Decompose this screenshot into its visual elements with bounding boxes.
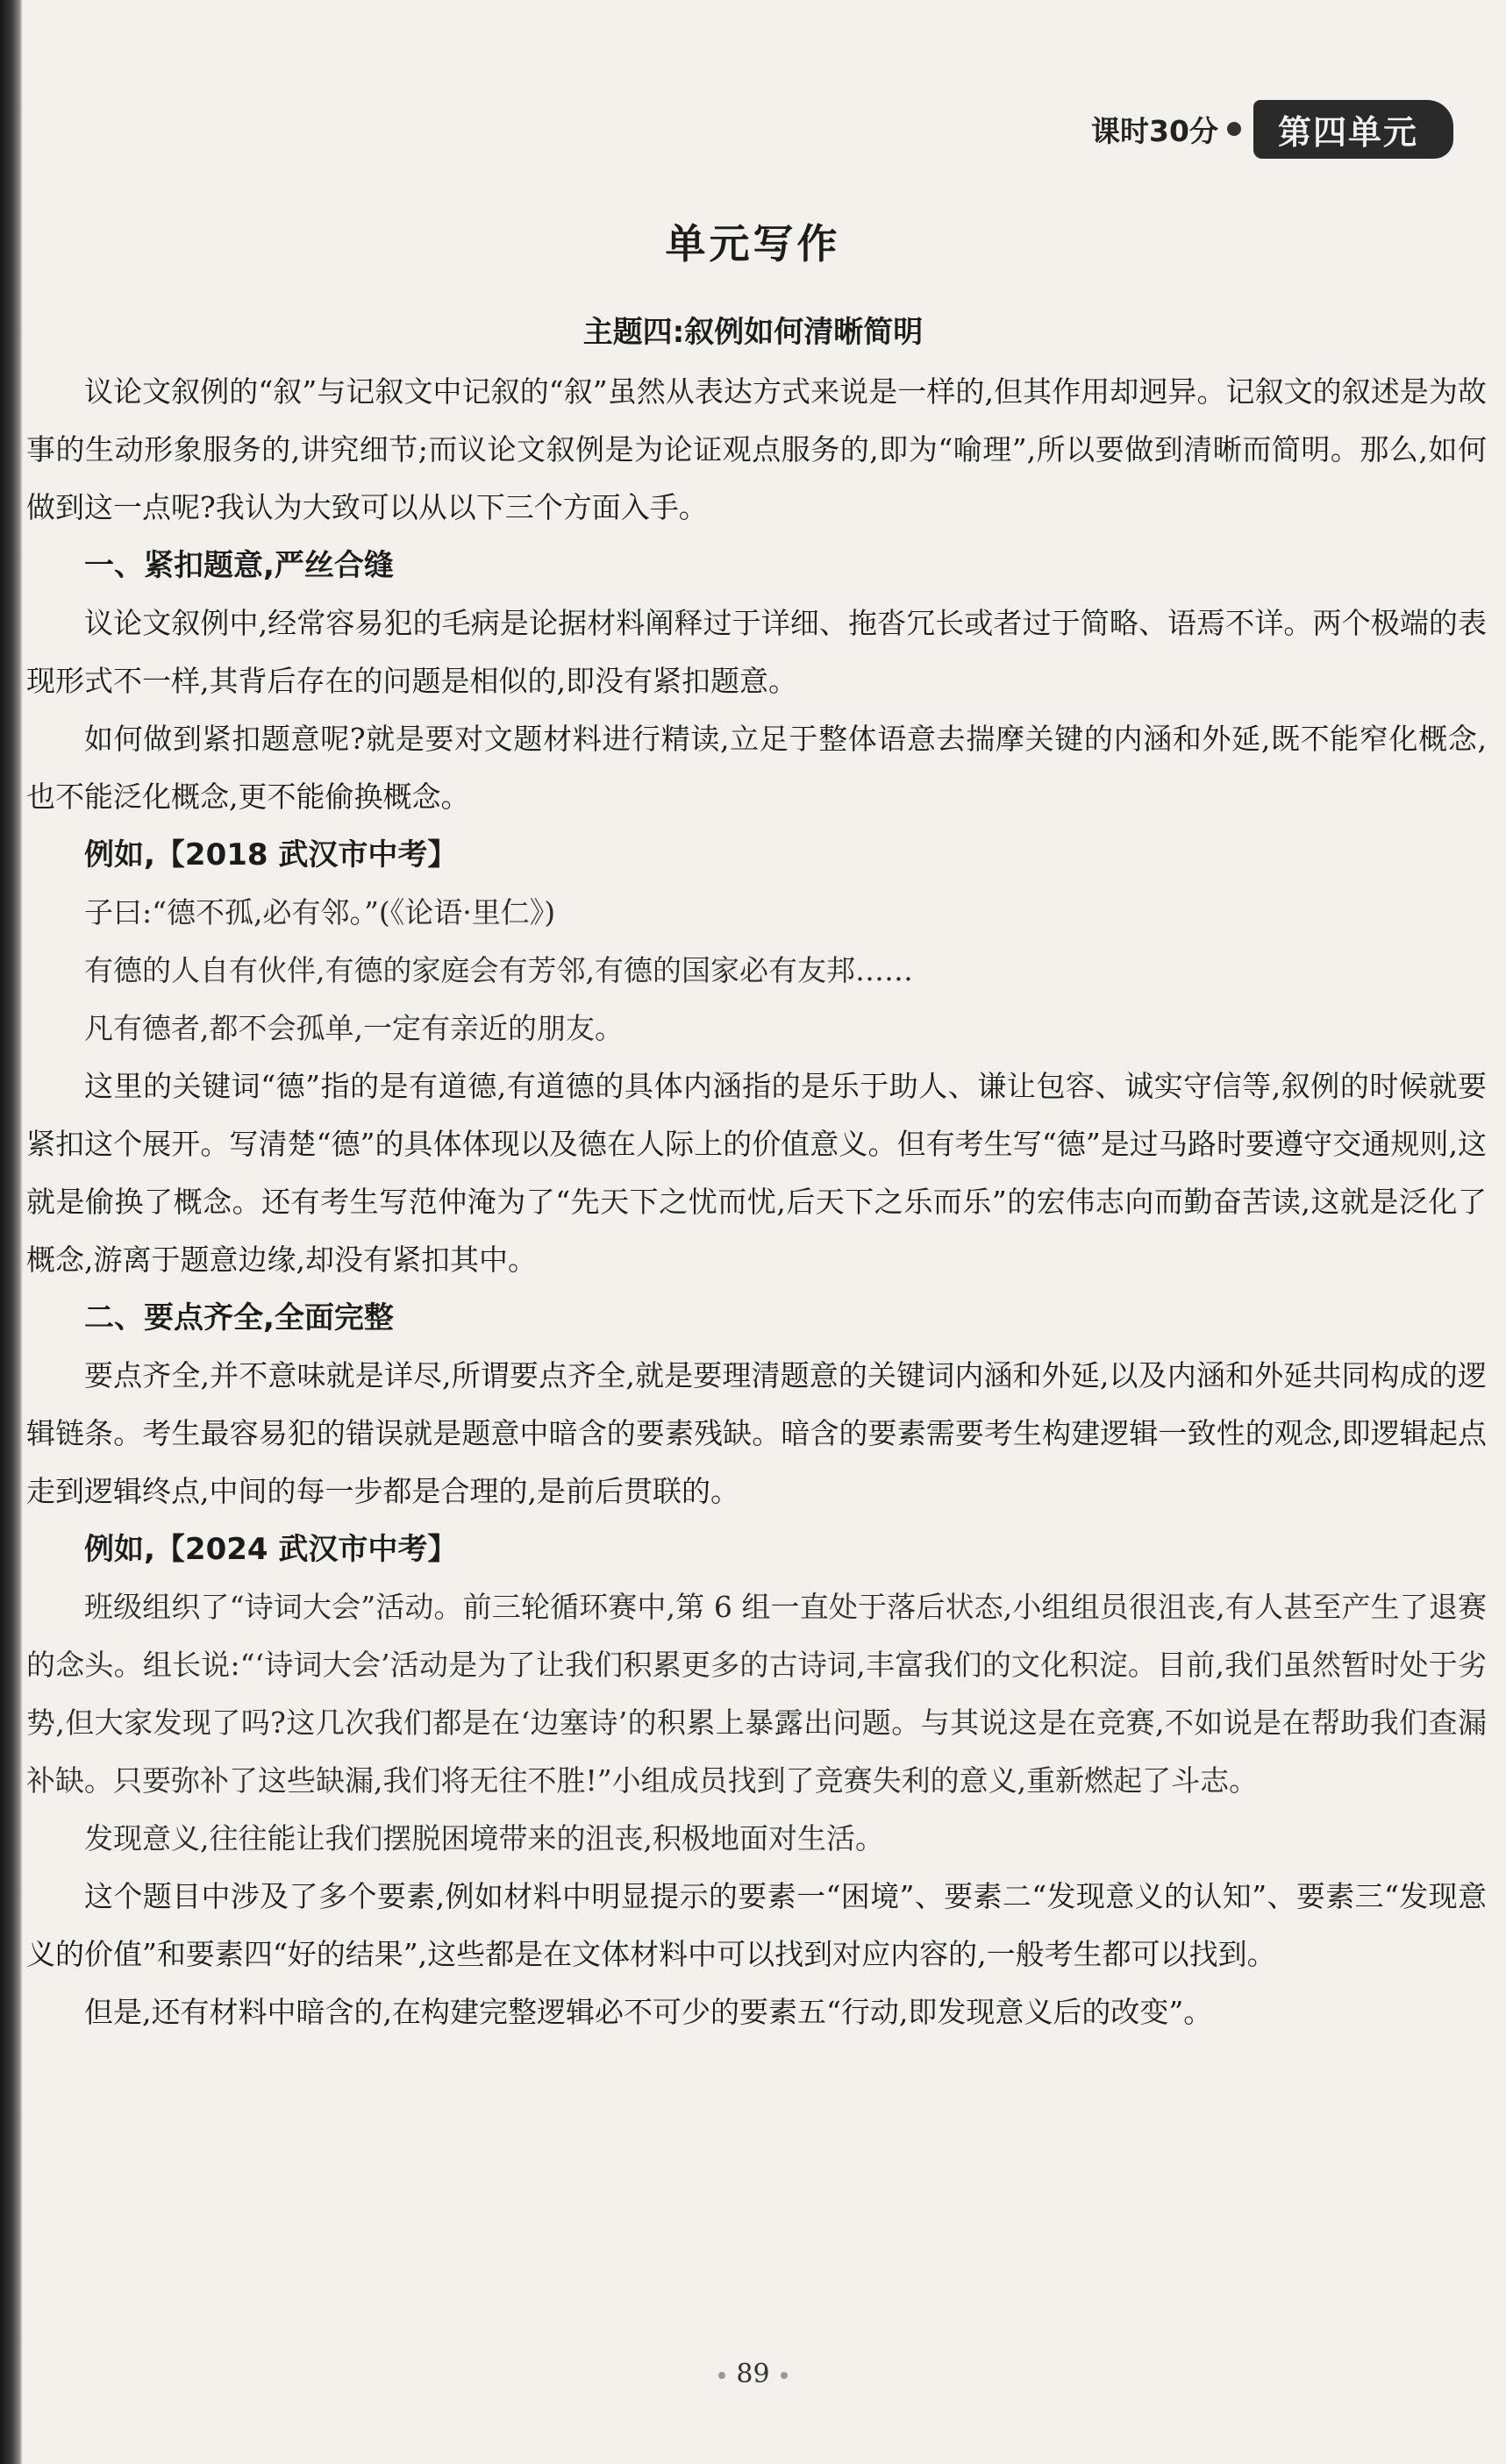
example-material: 有德的人自有伙伴,有德的家庭会有芳邻,有德的国家必有友邦……	[84, 953, 913, 987]
paragraph: 议论文叙例中,经常容易犯的毛病是论据材料阐释过于详细、拖沓冗长或者过于简略、语焉不详。两个极端的表现形式不一样,其背后存在的问题是相似的,即没有紧扣题意。	[26, 606, 1487, 698]
unit-badge: 第四单元	[1253, 100, 1453, 159]
page-footer	[0, 2359, 1506, 2389]
footer-dot	[718, 2372, 725, 2379]
page-header	[1091, 98, 1453, 160]
article-body	[26, 363, 1487, 2041]
paragraph: 议论文叙例的“叙”与记叙文中记叙的“叙”虽然从表达方式来说是一样的,但其作用却迥异。记叙文的叙述是为故事的生动形象服务的,讲究细节;而议论文叙例是为论证观点服务的,即为“喻理”,所以要做到清晰而简明。那么,如何做到这一点呢?我认为大致可以从以下三个方面入手。	[26, 374, 1487, 524]
page-number: 89	[736, 2359, 770, 2389]
page-subtitle: 主题四:叙例如何清晰简明	[582, 315, 924, 350]
section-heading: 二、要点齐全,全面完整	[84, 1300, 394, 1335]
example-material: 班级组织了“诗词大会”活动。前三轮循环赛中,第 6 组一直处于落后状态,小组组员很沮丧,有人甚至产生了退赛的念头。组长说:“‘诗词大会’活动是为了让我们积累更多的古诗词,丰富我们的文化积淀。目前,我们虽然暂时处于劣势,但大家发现了吗?这几次我们都是在‘边塞诗’的积累上暴露出问题。与其说这是在竞赛,不如说是在帮助我们查漏补缺。只要弥补了这些缺漏,我们将无往不胜!”小组成员找到了竞赛失利的意义,重新燃起了斗志。	[26, 1590, 1487, 1798]
footer-dot	[781, 2372, 788, 2379]
header-separator-dot	[1227, 122, 1241, 136]
paragraph: 这个题目中涉及了多个要素,例如材料中明显提示的要素一“困境”、要素二“发现意义的认知”、要素三“发现意义的价值”和要素四“好的结果”,这些都是在文体材料中可以找到对应内容的,一般考生都可以找到。	[26, 1879, 1487, 1971]
example-material: 发现意义,往往能让我们摆脱困境带来的沮丧,积极地面对生活。	[84, 1821, 884, 1855]
series-name: 课时30分	[1091, 113, 1218, 148]
example-material: 凡有德者,都不会孤单,一定有亲近的朋友。	[84, 1011, 624, 1045]
section-heading: 一、紧扣题意,严丝合缝	[84, 548, 394, 583]
example-heading: 例如,【2018 武汉市中考】	[84, 837, 458, 872]
paragraph: 但是,还有材料中暗含的,在构建完整逻辑必不可少的要素五“行动,即发现意义后的改变”。	[84, 1995, 1213, 2029]
example-heading: 例如,【2024 武汉市中考】	[84, 1532, 458, 1567]
example-material: 子曰:“德不孤,必有邻。”(《论语·里仁》)	[84, 895, 556, 929]
paragraph: 这里的关键词“德”指的是有道德,有道德的具体内涵指的是乐于助人、谦让包容、诚实守信等,叙例的时候就要紧扣这个展开。写清楚“德”的具体体现以及德在人际上的价值意义。但有考生写“德”是过马路时要遵守交通规则,这就是偷换了概念。还有考生写范仲淹为了“先天下之忧而忧,后天下之乐而乐”的宏伟志向而勤奋苦读,这就是泛化了概念,游离于题意边缘,却没有紧扣其中。	[26, 1069, 1487, 1277]
paragraph: 如何做到紧扣题意呢?就是要对文题材料进行精读,立足于整体语意去揣摩关键的内涵和外延,既不能窄化概念,也不能泛化概念,更不能偷换概念。	[26, 722, 1487, 814]
page-title: 单元写作	[665, 220, 841, 267]
book-binding-shadow	[0, 0, 23, 2464]
paragraph: 要点齐全,并不意味就是详尽,所谓要点齐全,就是要理清题意的关键词内涵和外延,以及内涵和外延共同构成的逻辑链条。考生最容易犯的错误就是题意中暗含的要素残缺。暗含的要素需要考生构建逻辑一致性的观念,即逻辑起点走到逻辑终点,中间的每一步都是合理的,是前后贯联的。	[26, 1358, 1487, 1508]
